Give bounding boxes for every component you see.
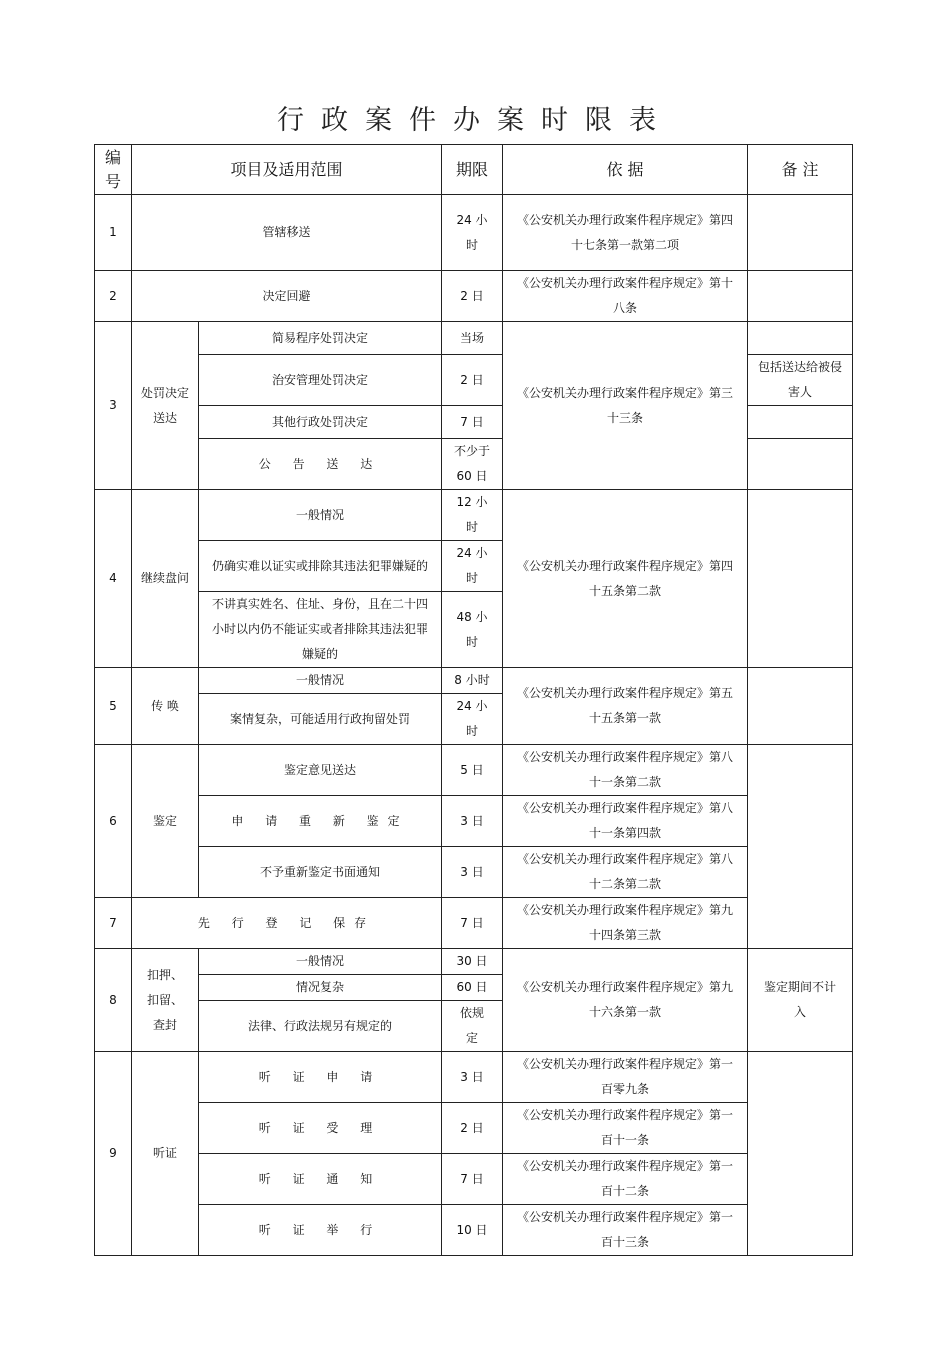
sub-item: 不予重新鉴定书面通知 [199, 847, 442, 898]
sub-period: 3 日 [442, 847, 503, 898]
row-period: 2 日 [442, 271, 503, 322]
sub-period: 依规定 [442, 1001, 503, 1052]
sub-period: 2 日 [442, 1103, 503, 1154]
sub-period: 24 小时 [442, 694, 503, 745]
table-row [95, 271, 853, 322]
row-category: 鉴定 [132, 745, 199, 898]
row-number: 6 [95, 745, 132, 898]
row-note [748, 406, 853, 439]
header-period: 期限 [442, 145, 503, 195]
row-number: 1 [95, 195, 132, 271]
header-note: 备 注 [748, 145, 853, 195]
sub-item: 其他行政处罚决定 [199, 406, 442, 439]
table-row [95, 949, 853, 975]
sub-period: 7 日 [442, 1154, 503, 1205]
table-row [95, 1103, 853, 1154]
sub-item: 情况复杂 [199, 975, 442, 1001]
sub-item: 不讲真实姓名、住址、身份，且在二十四小时以内仍不能证实或者排除其违法犯罪嫌疑的 [199, 592, 442, 668]
page-title: 行政案件办案时限表 [277, 105, 673, 136]
row-basis: 《公安机关办理行政案件程序规定》第四十五条第二款 [503, 490, 748, 668]
sub-period: 10 日 [442, 1205, 503, 1256]
row-number: 7 [95, 898, 132, 949]
row-basis: 《公安机关办理行政案件程序规定》第三十三条 [503, 322, 748, 490]
row-item: 决定回避 [132, 271, 442, 322]
sub-item: 一般情况 [199, 490, 442, 541]
table-row [95, 322, 853, 355]
row-note [748, 439, 853, 490]
sub-period: 2 日 [442, 355, 503, 406]
row-note: 包括送达给被侵害人 [748, 355, 853, 406]
time-limit-table [94, 144, 853, 1256]
sub-period: 12 小时 [442, 490, 503, 541]
sub-item: 申 请 重 新 鉴定 [199, 796, 442, 847]
table-row [95, 847, 853, 898]
row-category: 听证 [132, 1052, 199, 1256]
sub-basis: 《公安机关办理行政案件程序规定》第一百零九条 [503, 1052, 748, 1103]
sub-basis: 《公安机关办理行政案件程序规定》第一百十二条 [503, 1154, 748, 1205]
header-no: 编号 [95, 145, 132, 195]
sub-item: 听 证 举 行 [199, 1205, 442, 1256]
row-category: 继续盘问 [132, 490, 199, 668]
sub-item: 仍确实难以证实或排除其违法犯罪嫌疑的 [199, 541, 442, 592]
sub-period: 不少于60 日 [442, 439, 503, 490]
row-basis: 《公安机关办理行政案件程序规定》第四十七条第一款第二项 [503, 195, 748, 271]
row-note [748, 1052, 853, 1256]
row-note [748, 668, 853, 745]
sub-period: 3 日 [442, 796, 503, 847]
table-row [95, 195, 853, 271]
row-note [748, 745, 853, 949]
sub-period: 8 小时 [442, 668, 503, 694]
sub-period: 5 日 [442, 745, 503, 796]
row-period: 24 小时 [442, 195, 503, 271]
header-basis: 依 据 [503, 145, 748, 195]
row-category: 扣押、扣留、查封 [132, 949, 199, 1052]
row-number: 5 [95, 668, 132, 745]
row-basis: 《公安机关办理行政案件程序规定》第五十五条第一款 [503, 668, 748, 745]
table-row [95, 1052, 853, 1103]
sub-period: 当场 [442, 322, 503, 355]
row-note [748, 195, 853, 271]
sub-period: 30 日 [442, 949, 503, 975]
table-row [95, 1205, 853, 1256]
row-basis: 《公安机关办理行政案件程序规定》第九十六条第一款 [503, 949, 748, 1052]
table-header-row [95, 145, 853, 195]
table-row [95, 668, 853, 694]
sub-item: 听 证 申 请 [199, 1052, 442, 1103]
row-number: 9 [95, 1052, 132, 1256]
row-category: 传 唤 [132, 668, 199, 745]
sub-basis: 《公安机关办理行政案件程序规定》第一百十三条 [503, 1205, 748, 1256]
sub-period: 60 日 [442, 975, 503, 1001]
sub-item: 一般情况 [199, 668, 442, 694]
row-note [748, 322, 853, 355]
row-number: 4 [95, 490, 132, 668]
sub-item: 法律、行政法规另有规定的 [199, 1001, 442, 1052]
sub-basis: 《公安机关办理行政案件程序规定》第八十二条第二款 [503, 847, 748, 898]
sub-item: 案情复杂，可能适用行政拘留处罚 [199, 694, 442, 745]
sub-item: 鉴定意见送达 [199, 745, 442, 796]
sub-item: 简易程序处罚决定 [199, 322, 442, 355]
sub-item: 一般情况 [199, 949, 442, 975]
sub-period: 48 小时 [442, 592, 503, 668]
row-number: 3 [95, 322, 132, 490]
table-row [95, 490, 853, 541]
sub-basis: 《公安机关办理行政案件程序规定》第八十一条第四款 [503, 796, 748, 847]
sub-period: 3 日 [442, 1052, 503, 1103]
sub-basis: 《公安机关办理行政案件程序规定》第八十一条第二款 [503, 745, 748, 796]
row-number: 2 [95, 271, 132, 322]
table-row [95, 745, 853, 796]
row-note: 鉴定期间不计入 [748, 949, 853, 1052]
sub-period: 7 日 [442, 406, 503, 439]
table-row [95, 898, 853, 949]
row-basis: 《公安机关办理行政案件程序规定》第十八条 [503, 271, 748, 322]
header-item: 项目及适用范围 [132, 145, 442, 195]
sub-period: 24 小时 [442, 541, 503, 592]
table-row [95, 1154, 853, 1205]
row-note [748, 271, 853, 322]
sub-item: 治安管理处罚决定 [199, 355, 442, 406]
row-note [748, 490, 853, 668]
table-row [95, 796, 853, 847]
sub-basis: 《公安机关办理行政案件程序规定》第一百十一条 [503, 1103, 748, 1154]
row-category: 处罚决定送达 [132, 322, 199, 490]
row-number: 8 [95, 949, 132, 1052]
sub-item: 听 证 受 理 [199, 1103, 442, 1154]
row-item: 管辖移送 [132, 195, 442, 271]
sub-item: 听 证 通 知 [199, 1154, 442, 1205]
row-item: 先 行 登 记 保存 [132, 898, 442, 949]
row-basis: 《公安机关办理行政案件程序规定》第九十四条第三款 [503, 898, 748, 949]
sub-item: 公 告 送 达 [199, 439, 442, 490]
row-period: 7 日 [442, 898, 503, 949]
